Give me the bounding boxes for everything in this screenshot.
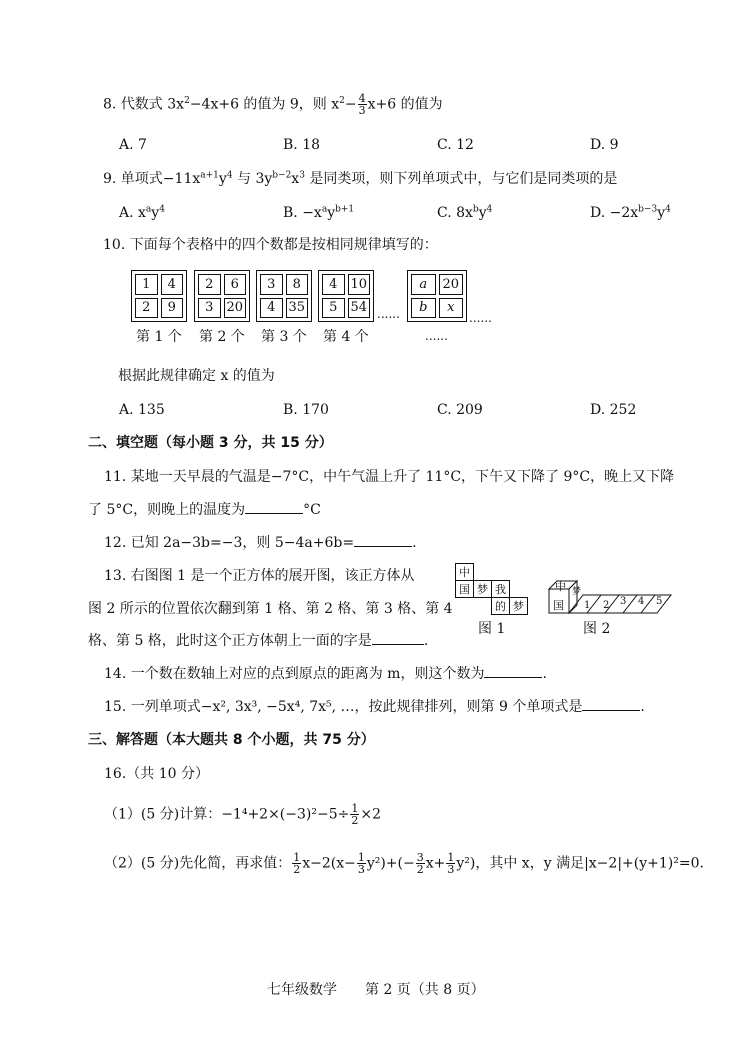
fraction: $\frac{3}{2}$ bbox=[416, 851, 424, 876]
track-cell-1: 1 bbox=[584, 600, 591, 611]
q8-option-a[interactable]: A. 7 bbox=[119, 137, 147, 153]
answer-blank[interactable] bbox=[372, 643, 424, 645]
q13-line-3: 格、第 5 格，此时这个正方体朝上一面的字是 . bbox=[88, 633, 429, 649]
q11-line-1: 11. 某地一天早晨的气温是−7°C，中午气温上升了 11°C，下午又下降了 9°C，晚上又下降 bbox=[104, 469, 675, 485]
fraction: $\frac{1}{2}$ bbox=[293, 851, 301, 876]
q8-stem: 8. 代数式 $3x^2-4x+6$ 的值为 9，则 $x^2-$ $\frac{4}{3}$ x+6 的值为 bbox=[103, 92, 443, 117]
figure-1-label: 图 1 bbox=[478, 621, 506, 637]
track-cell-3: 3 bbox=[620, 596, 627, 607]
answer-blank[interactable] bbox=[484, 676, 542, 678]
answer-blank[interactable] bbox=[354, 545, 412, 547]
answer-blank[interactable] bbox=[245, 512, 303, 514]
table-cell: a bbox=[411, 274, 436, 295]
q13-line-1: 13. 右图图 1 是一个正方体的展开图，该正方体从 bbox=[104, 568, 415, 584]
track-cell-4: 4 bbox=[638, 596, 645, 607]
q15: 15. 一列单项式−x², 3x³, −5x⁴, 7x⁵, …，按此规律排列，则第 9 个单项式是 . bbox=[104, 699, 645, 715]
table-cell: 5 bbox=[322, 298, 345, 319]
track-cell-5: 5 bbox=[656, 596, 663, 607]
q10-option-a[interactable]: A. 135 bbox=[119, 402, 165, 418]
q16-part-1: （1）(5 分)计算：−1⁴+2×(−3)²−5÷ $\frac{1}{2}$ ×2 bbox=[104, 802, 381, 827]
q10-table-1 bbox=[131, 270, 187, 322]
q8-option-b[interactable]: B. 18 bbox=[283, 137, 321, 153]
q10-label-2: 第 2 个 bbox=[199, 329, 245, 345]
q10-option-d[interactable]: D. 252 bbox=[590, 402, 637, 418]
q10-table-2 bbox=[194, 270, 250, 322]
section-2-heading: 二、填空题（每小题 3 分，共 15 分） bbox=[88, 435, 333, 451]
q10-option-b[interactable]: B. 170 bbox=[283, 402, 329, 418]
table-cell: 10 bbox=[348, 274, 371, 295]
net-face: 中 bbox=[455, 563, 474, 581]
q10-dots: ...... bbox=[377, 307, 400, 321]
track-cell-2: 2 bbox=[603, 600, 610, 611]
table-cell: 4 bbox=[322, 274, 345, 295]
q10-dots: ...... bbox=[469, 311, 492, 325]
table-cell: 2 bbox=[135, 298, 158, 319]
q10-stem: 10. 下面每个表格中的四个数都是按相同规律填写的： bbox=[103, 237, 438, 253]
q12: 12. 已知 2a−3b=−3，则 5−4a+6b= . bbox=[104, 535, 417, 551]
q9-option-c[interactable]: C. $8x^by^4$ bbox=[437, 204, 493, 221]
table-cell: 4 bbox=[161, 274, 184, 295]
q16-part-2: （2）(5 分)先化简，再求值： $\frac{1}{2}$ x−2(x− $\frac{1}{3}$ y²)+(− $\frac{3}{2}$ x+ $\frac{1}{3}$ y²)，其中 x，y 满足|x−2|+(y+1)²=0. bbox=[104, 851, 704, 876]
table-cell: 1 bbox=[135, 274, 158, 295]
table-cell: 6 bbox=[224, 274, 247, 295]
fraction: $\frac{1}{2}$ bbox=[351, 802, 359, 827]
net-face: 梦 bbox=[473, 580, 492, 598]
answer-blank[interactable] bbox=[582, 709, 640, 711]
table-cell: 8 bbox=[286, 274, 309, 295]
table-cell: 35 bbox=[286, 298, 309, 319]
q9-option-a[interactable]: A. $x^ay^4$ bbox=[119, 204, 165, 221]
fraction: $\frac{1}{3}$ bbox=[447, 851, 455, 876]
cube-face-top: 中 bbox=[555, 580, 566, 593]
q9-option-b[interactable]: B. $-x^ay^{b+1}$ bbox=[283, 204, 355, 221]
page-footer: 七年级数学 第 2 页（共 8 页） bbox=[267, 982, 485, 998]
q10-table-4 bbox=[318, 270, 374, 322]
section-3-heading: 三、解答题（本大题共 8 个小题，共 75 分） bbox=[88, 732, 375, 748]
q10-label-4: 第 4 个 bbox=[323, 329, 369, 345]
table-cell: x bbox=[439, 298, 464, 319]
q14: 14. 一个数在数轴上对应的点到原点的距离为 m，则这个数为 . bbox=[104, 666, 547, 682]
table-cell: 3 bbox=[260, 274, 283, 295]
figure-2-label: 图 2 bbox=[583, 621, 611, 637]
net-face: 国 bbox=[455, 580, 474, 598]
q8-fraction: $\frac{4}{3}$ bbox=[358, 92, 366, 117]
q10-rule: 根据此规律确定 x 的值为 bbox=[118, 368, 275, 384]
table-cell: 2 bbox=[198, 274, 221, 295]
q8-option-d[interactable]: D. 9 bbox=[590, 137, 619, 153]
q11-line-2: 了 5°C，则晚上的温度为 °C bbox=[88, 502, 321, 518]
q9-option-d[interactable]: D. $-2x^{b-3}y^4$ bbox=[590, 204, 671, 221]
net-face: 我 bbox=[491, 580, 510, 598]
q10-label-3: 第 3 个 bbox=[261, 329, 307, 345]
q16-title: 16.（共 10 分） bbox=[104, 766, 209, 782]
cube-net-figure bbox=[455, 563, 530, 618]
q13-line-2: 图 2 所示的位置依次翻到第 1 格、第 2 格、第 3 格、第 4 bbox=[88, 601, 453, 617]
table-cell: 9 bbox=[161, 298, 184, 319]
net-face: 梦 bbox=[509, 597, 528, 615]
q10-dots: ...... bbox=[425, 329, 448, 343]
table-cell: b bbox=[411, 298, 436, 319]
cube-face-side: 梦 bbox=[572, 587, 582, 597]
q10-table-n bbox=[407, 270, 467, 322]
q10-option-c[interactable]: C. 209 bbox=[437, 402, 483, 418]
q9-stem: 9. 单项式$-11x^{a+1}y^4$ 与 $3y^{b-2}x^3$ 是同类项，则下列单项式中，与它们是同类项的是 bbox=[103, 170, 618, 187]
q10-label-1: 第 1 个 bbox=[136, 329, 182, 345]
q10-table-3 bbox=[256, 270, 312, 322]
table-cell: 3 bbox=[198, 298, 221, 319]
table-cell: 4 bbox=[260, 298, 283, 319]
q8-option-c[interactable]: C. 12 bbox=[437, 137, 474, 153]
table-cell: 20 bbox=[439, 274, 464, 295]
table-cell: 54 bbox=[348, 298, 371, 319]
table-cell: 20 bbox=[224, 298, 247, 319]
net-face: 的 bbox=[491, 597, 510, 615]
cube-face-front: 国 bbox=[553, 599, 564, 612]
fraction: $\frac{1}{3}$ bbox=[357, 851, 365, 876]
